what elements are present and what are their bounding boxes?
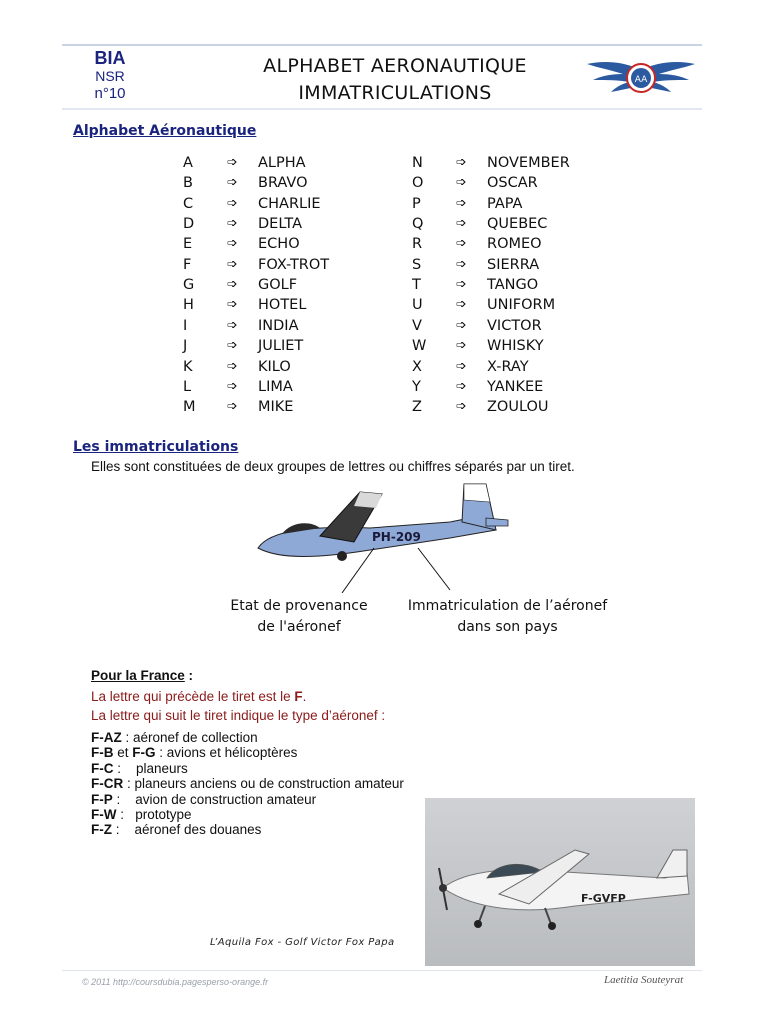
alphabet-word: JULIET <box>258 338 304 355</box>
registration-code-row <box>91 761 188 777</box>
alphabet-word: KILO <box>258 358 291 375</box>
alphabet-word: FOX-TROT <box>258 256 330 273</box>
alphabet-letter: O <box>412 175 424 192</box>
arrow-right-icon: ➩ <box>456 236 467 252</box>
arrow-right-icon: ➩ <box>456 338 467 354</box>
registration-code-separator: : <box>155 745 167 761</box>
alphabet-letter: Q <box>412 216 424 233</box>
footer-copyright: © 2011 http://coursdubia.pagesperso-orange.fr <box>82 977 269 987</box>
arrow-right-icon: ➩ <box>456 195 467 211</box>
arrow-right-icon: ➩ <box>456 216 467 232</box>
alphabet-word: ZOULOU <box>487 399 549 416</box>
alphabet-letter: S <box>412 256 422 273</box>
header-rule-top <box>62 44 702 46</box>
registration-code-description: avions et hélicoptères <box>166 745 298 761</box>
alphabet-word: LIMA <box>258 378 293 395</box>
alphabet-word: BRAVO <box>258 175 308 192</box>
arrow-right-icon: ➩ <box>227 216 238 232</box>
alphabet-letter: J <box>183 338 188 355</box>
france-heading-colon: : <box>184 668 194 683</box>
section-title-registrations: Les immatriculations <box>73 439 239 455</box>
alphabet-word: X-RAY <box>487 358 529 375</box>
arrow-right-icon: ➩ <box>456 317 467 333</box>
arrow-right-icon: ➩ <box>456 277 467 293</box>
registration-code: F-C <box>91 760 114 776</box>
arrow-right-icon: ➩ <box>227 297 238 313</box>
registration-code-description: prototype <box>135 807 192 822</box>
caption-country-line2: de l'aéronef <box>257 619 341 635</box>
alphabet-letter: M <box>183 399 196 416</box>
alphabet-word: YANKEE <box>487 378 544 395</box>
alphabet-letter: F <box>183 256 192 273</box>
alphabet-word: MIKE <box>258 399 294 416</box>
arrow-right-icon: ➩ <box>456 175 467 191</box>
course-badge <box>62 48 158 103</box>
arrow-right-icon: ➩ <box>227 155 238 170</box>
registration-code: F-CR <box>91 776 124 792</box>
alphabet-word: UNIFORM <box>487 297 556 314</box>
registration-code: F-W <box>91 807 117 822</box>
header-rule-bottom <box>62 108 702 110</box>
footer-rule <box>62 970 702 971</box>
arrow-right-icon: ➩ <box>227 378 238 394</box>
registration-code: F-G <box>132 745 156 761</box>
caption-registration-line2: dans son pays <box>457 619 558 635</box>
rule-text: La lettre qui précède le tiret est le <box>91 689 295 704</box>
france-rule-type: La lettre qui suit le tiret indique le type d’aéronef : <box>91 708 386 723</box>
caption-country-line1: Etat de provenance <box>230 598 368 614</box>
alphabet-letter: T <box>412 277 421 294</box>
glider-registration: PH-209 <box>372 530 421 544</box>
registration-code-separator: : <box>112 822 135 838</box>
alphabet-letter: V <box>412 317 422 334</box>
alphabet-word: PAPA <box>487 195 523 212</box>
arrow-right-icon: ➩ <box>227 317 238 333</box>
alphabet-letter: A <box>183 155 193 171</box>
alphabet-word: TANGO <box>487 277 539 294</box>
registration-code: F-AZ <box>91 730 122 745</box>
nsr-label: NSR <box>95 68 125 84</box>
alphabet-letter: R <box>412 236 423 253</box>
alphabet-letter: K <box>183 358 193 375</box>
alphabet-word: CHARLIE <box>258 195 321 212</box>
alphabet-letter: L <box>183 378 192 395</box>
alphabet-letter: W <box>412 338 427 355</box>
footer-author: Laetitia Souteyrat <box>604 974 684 986</box>
registration-code-row <box>91 807 192 823</box>
alphabet-letter: H <box>183 297 194 314</box>
photo-caption: L’Aquila Fox - Golf Victor Fox Papa <box>210 937 395 948</box>
arrow-right-icon: ➩ <box>227 175 238 191</box>
arrow-right-icon: ➩ <box>227 338 238 354</box>
alphabet-letter: N <box>412 155 423 171</box>
alphabet-letter: Y <box>412 378 421 395</box>
alphabet-word: VICTOR <box>487 317 542 334</box>
registration-code: F-B <box>91 745 114 761</box>
caption-registration-line1: Immatriculation de l’aéronef <box>407 598 608 614</box>
registration-code: F-P <box>91 791 113 807</box>
registration-code-separator: : <box>123 776 135 792</box>
registration-code-joiner: et <box>113 745 133 761</box>
alphabet-letter: U <box>412 297 423 314</box>
registration-code-separator: : <box>113 760 137 776</box>
page-title <box>190 53 600 107</box>
alphabet-letter: G <box>183 277 195 294</box>
caption-country <box>224 596 374 638</box>
alphabet-letter: C <box>183 195 194 212</box>
intro-text: Elles sont constituées de deux groupes de lettres ou chiffres séparés par un tiret. <box>91 459 575 474</box>
registration-code-description: aéronef des douanes <box>134 822 262 838</box>
arrow-right-icon: ➩ <box>456 399 467 415</box>
france-rule-first-letter <box>91 689 306 704</box>
alphabet-word: WHISKY <box>487 338 544 355</box>
alphabet-word: DELTA <box>258 216 303 233</box>
alphabet-letter: X <box>412 358 422 375</box>
svg-text:AA: AA <box>634 75 648 85</box>
registration-code-description: planeurs anciens ou de construction amateur <box>134 776 404 792</box>
arrow-right-icon: ➩ <box>227 256 238 272</box>
registration-code-row <box>91 822 261 838</box>
alphabet-letter: P <box>412 195 421 212</box>
rule-letter: F <box>294 689 303 704</box>
registration-code-description: planeurs <box>136 760 188 776</box>
alphabet-word: ALPHA <box>258 155 306 171</box>
registration-code-description: aéronef de collection <box>133 730 258 745</box>
arrow-right-icon: ➩ <box>456 358 467 374</box>
alphabet-word: ECHO <box>258 236 300 253</box>
rule-period: . <box>302 689 307 704</box>
alphabet-letter: I <box>183 317 188 334</box>
alphabet-letter: B <box>183 175 193 192</box>
glider-illustration <box>250 478 510 593</box>
registration-code: F-Z <box>91 822 112 838</box>
alphabet-word: INDIA <box>258 317 299 334</box>
registration-code-row <box>91 792 316 808</box>
arrow-right-icon: ➩ <box>227 358 238 374</box>
title-line-2: IMMATRICULATIONS <box>298 82 492 104</box>
section-title-alphabet: Alphabet Aéronautique <box>73 123 257 139</box>
aircraft-photo <box>425 798 695 966</box>
arrow-right-icon: ➩ <box>227 277 238 293</box>
alphabet-word: HOTEL <box>258 297 307 314</box>
registration-code-description: avion de construction amateur <box>135 791 317 807</box>
arrow-right-icon: ➩ <box>456 378 467 394</box>
registration-code-row <box>91 745 297 761</box>
arrow-right-icon: ➩ <box>227 195 238 211</box>
registration-code-row <box>91 730 258 746</box>
registration-code-separator: : <box>112 791 136 807</box>
alphabet-word: ROMEO <box>487 236 542 253</box>
alphabet-word: QUEBEC <box>487 216 548 233</box>
registration-code-separator: : <box>116 807 136 822</box>
alphabet-word: SIERRA <box>487 256 540 273</box>
arrow-right-icon: ➩ <box>227 236 238 252</box>
arrow-right-icon: ➩ <box>456 256 467 272</box>
alphabet-word: NOVEMBER <box>487 155 570 171</box>
arrow-right-icon: ➩ <box>456 155 467 170</box>
alphabet-word: OSCAR <box>487 175 538 192</box>
winged-logo-icon <box>585 50 697 106</box>
bia-label: BIA <box>94 48 126 68</box>
aircraft-registration: F-GVFP <box>581 892 626 905</box>
caption-registration <box>400 596 615 638</box>
alphabet-letter: Z <box>412 399 422 416</box>
arrow-right-icon: ➩ <box>227 399 238 415</box>
lesson-number: n°10 <box>94 85 126 102</box>
registration-code-row <box>91 776 404 792</box>
registration-code-separator: : <box>121 730 134 745</box>
alphabet-letter: D <box>183 216 195 233</box>
france-heading <box>91 668 193 683</box>
arrow-right-icon: ➩ <box>456 297 467 313</box>
title-line-1: ALPHABET AERONAUTIQUE <box>263 55 527 77</box>
alphabet-letter: E <box>183 236 193 253</box>
france-heading-label: Pour la France <box>91 668 185 683</box>
alphabet-word: GOLF <box>258 277 298 294</box>
